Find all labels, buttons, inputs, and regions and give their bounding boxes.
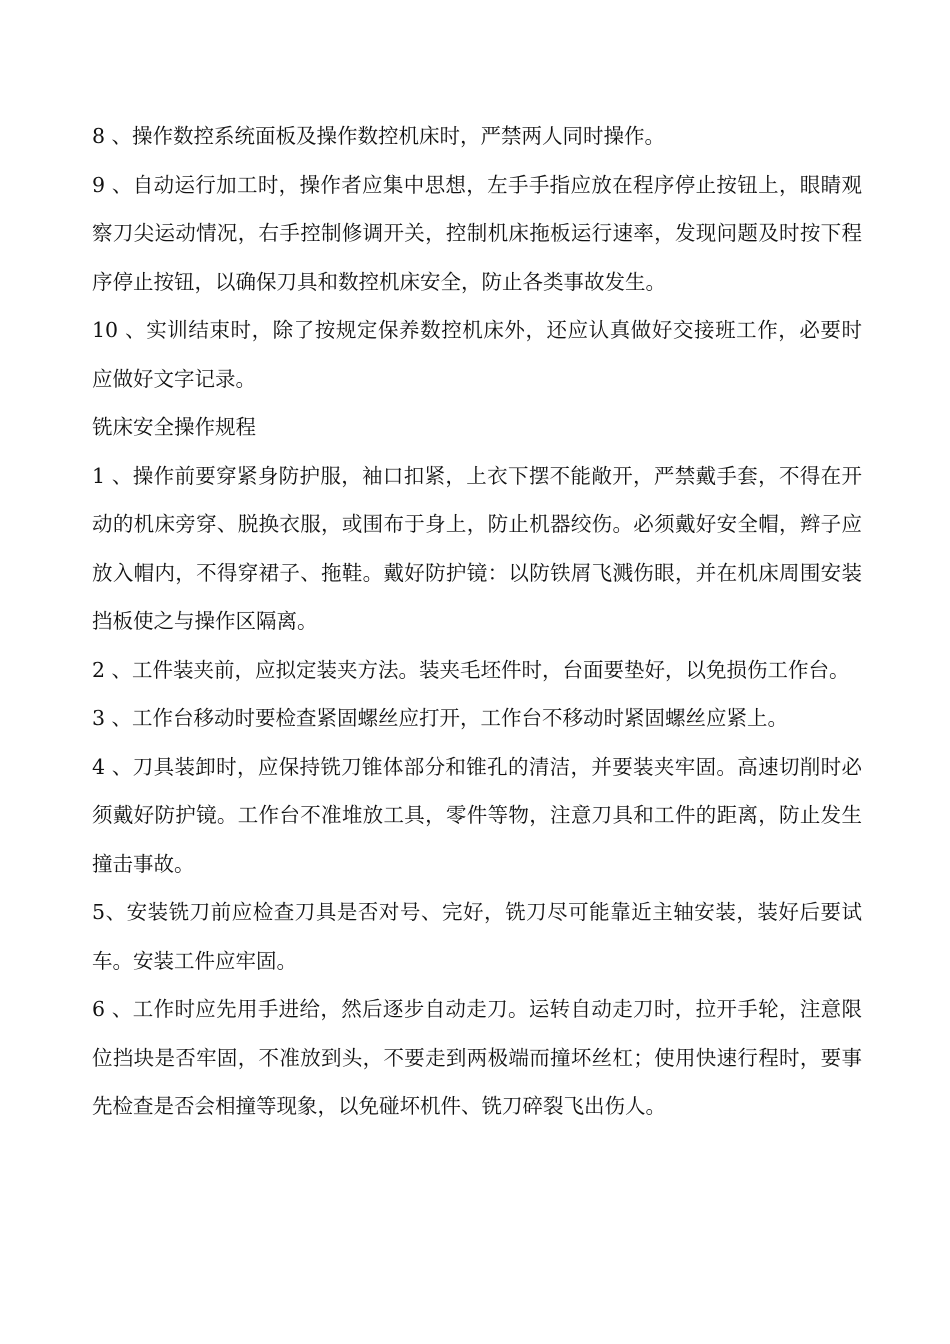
section-heading: 铣床安全操作规程 — [92, 415, 256, 439]
paragraph-item-4: 4 、刀具装卸时，应保持铣刀锥体部分和锥孔的清洁，并要装夹牢固。高速切削时必须戴好防护镜。工作台不准堆放工具，零件等物，注意刀具和工件的距离，防止发生撞击事故。 — [92, 754, 862, 876]
paragraph-item-6: 6 、工作时应先用手进给，然后逐步自动走刀。运转自动走刀时，拉开手轮，注意限位挡块是否牢固，不准放到头，不要走到两极端而撞坏丝杠；使用快速行程时，要事先检查是否会相撞等现象，以免碰坏机件、铣刀碎裂飞出伤人。 — [92, 997, 862, 1118]
paragraph-item-1: 1 、操作前要穿紧身防护服，袖口扣紧，上衣下摆不能敞开，严禁戴手套，不得在开动的机床旁穿、脱换衣服，或围布于身上，防止机器绞伤。必须戴好安全帽，辫子应放入帽内，不得穿裙子、拖鞋。戴好防护镜：以防铁屑飞溅伤眼，并在机床周围安装挡板使之与操作区隔离。 — [92, 463, 862, 633]
paragraph-item-3: 3 、工作台移动时要检查紧固螺丝应打开，工作台不移动时紧固螺丝应紧上。 — [92, 706, 789, 730]
paragraph-item-8: 8 、操作数控系统面板及操作数控机床时，严禁两人同时操作。 — [92, 124, 666, 148]
paragraph-item-9: 9 、自动运行加工时，操作者应集中思想，左手手指应放在程序停止按钮上，眼睛观察刀尖运动情况，右手控制修调开关，控制机床拖板运行速率，发现问题及时按下程序停止按钮，以确保刀具和数控机床安全，防止各类事故发生。 — [92, 172, 862, 294]
document-body — [92, 112, 862, 1131]
paragraph-item-2: 2 、工件装夹前，应拟定装夹方法。装夹毛坯件时，台面要垫好，以免损伤工作台。 — [92, 657, 850, 682]
paragraph-item-5: 5、安装铣刀前应检查刀具是否对号、完好，铣刀尽可能靠近主轴安装，装好后要试车。安装工件应牢固。 — [92, 900, 862, 973]
paragraph-item-10: 10 、实训结束时，除了按规定保养数控机床外，还应认真做好交接班工作，必要时应做好文字记录。 — [92, 318, 862, 391]
